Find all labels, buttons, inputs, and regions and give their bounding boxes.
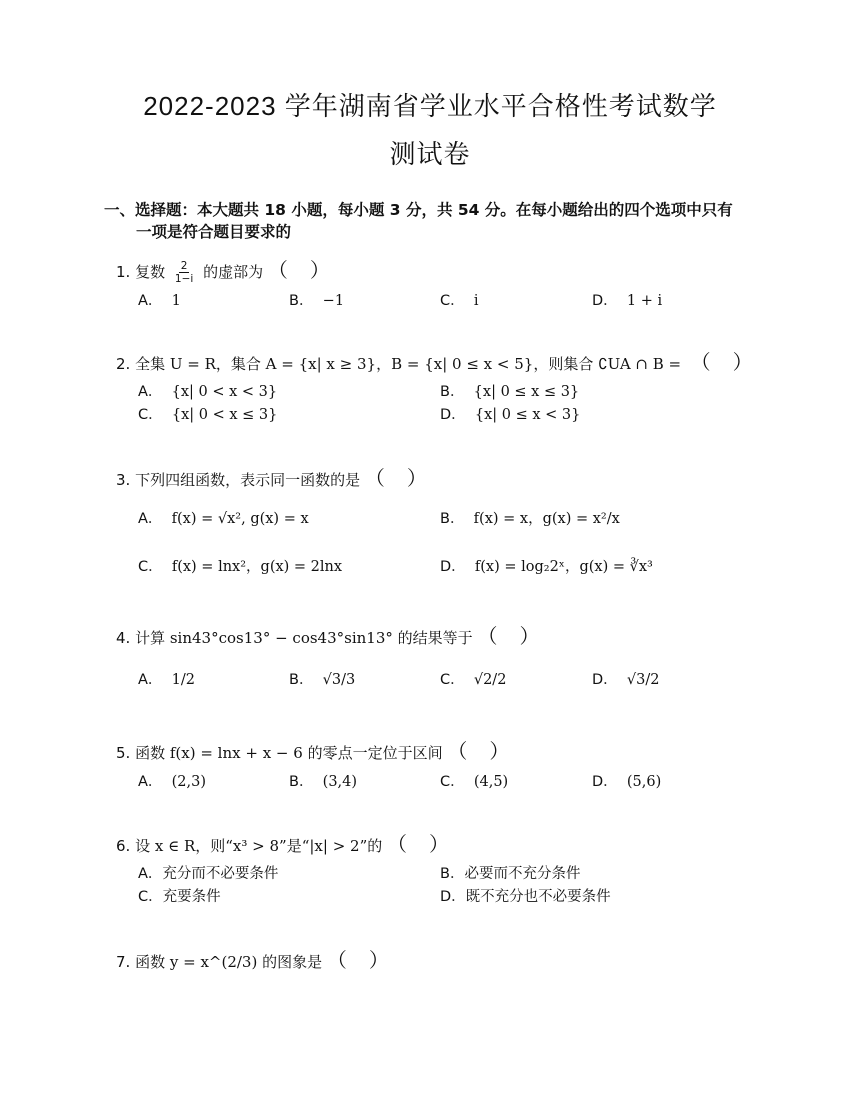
option-b[interactable]: B． (3,4) bbox=[289, 774, 358, 790]
question-number: 4. bbox=[116, 629, 131, 647]
question-number: 1. bbox=[116, 263, 131, 281]
answer-paren-right: ） bbox=[309, 258, 330, 282]
option-a[interactable]: A．充分而不必要条件 bbox=[138, 866, 279, 882]
question-number: 2. bbox=[116, 355, 131, 373]
option-a[interactable]: A． {x| 0 < x < 3} bbox=[138, 384, 278, 400]
answer-paren-right: ） bbox=[368, 948, 389, 972]
option-c[interactable]: C． (4,5) bbox=[440, 774, 509, 790]
answer-paren-left: （ bbox=[387, 832, 408, 856]
page-title: 2022-2023 学年湖南省学业水平合格性考试数学 bbox=[143, 91, 717, 121]
answer-paren-right: ） bbox=[406, 466, 427, 490]
question-text: 下列四组函数，表示同一函数的是 bbox=[135, 471, 361, 489]
option-c[interactable]: C． √2/2 bbox=[440, 672, 507, 688]
answer-paren-right: ） bbox=[429, 832, 450, 856]
option-b[interactable]: B． √3/3 bbox=[289, 672, 356, 688]
answer-paren-left: （ bbox=[447, 739, 468, 763]
question-text: 的虚部为 bbox=[203, 263, 264, 281]
question-6 bbox=[116, 828, 449, 857]
answer-paren-left: （ bbox=[326, 948, 347, 972]
option-c[interactable]: C． {x| 0 < x ≤ 3} bbox=[138, 407, 278, 423]
option-d[interactable]: D． {x| 0 ≤ x < 3} bbox=[440, 407, 581, 423]
option-d[interactable]: D．既不充分也不必要条件 bbox=[440, 889, 611, 905]
answer-paren-left: （ bbox=[477, 624, 498, 648]
answer-paren-left: （ bbox=[364, 466, 385, 490]
option-c[interactable]: C． i bbox=[440, 293, 479, 309]
question-number: 6. bbox=[116, 837, 131, 855]
question-5 bbox=[116, 735, 509, 764]
answer-paren-left: （ bbox=[690, 350, 711, 374]
option-c[interactable]: C．充要条件 bbox=[138, 889, 221, 905]
option-b[interactable]: B．必要而不充分条件 bbox=[440, 866, 581, 882]
page-title-line2: 测试卷 bbox=[389, 139, 471, 169]
option-a[interactable]: A． f(x) = √x², g(x) = x bbox=[138, 511, 309, 527]
fraction: $\frac{2}{1-i}$ bbox=[174, 260, 194, 285]
answer-paren-right: ） bbox=[519, 624, 540, 648]
question-3 bbox=[116, 462, 427, 491]
question-number: 5. bbox=[116, 744, 131, 762]
option-b[interactable]: B． {x| 0 ≤ x ≤ 3} bbox=[440, 384, 580, 400]
question-text: 复数 bbox=[135, 263, 166, 281]
answer-paren-right: ） bbox=[732, 350, 753, 374]
question-text: 函数 y = x^(2/3) 的图象是 bbox=[135, 953, 323, 971]
option-d[interactable]: D． √3/2 bbox=[592, 672, 660, 688]
section-heading: 一、选择题：本大题共 18 小题，每小题 3 分，共 54 分。在每小题给出的四个选项中只有 bbox=[104, 201, 733, 219]
answer-paren-left: （ bbox=[267, 258, 288, 282]
option-d[interactable]: D． (5,6) bbox=[592, 774, 662, 790]
option-a[interactable]: A． 1/2 bbox=[138, 672, 195, 688]
question-7 bbox=[116, 944, 389, 973]
option-b[interactable]: B． −1 bbox=[289, 293, 345, 309]
question-2 bbox=[116, 346, 753, 375]
question-text: 计算 sin43°cos13° − cos43°sin13° 的结果等于 bbox=[135, 629, 473, 647]
question-1 bbox=[116, 254, 330, 285]
question-4 bbox=[116, 620, 539, 649]
question-text: 全集 U = R，集合 A = {x| x ≥ 3}，B = {x| 0 ≤ x < 5}，则集合 ∁UA ∩ B = bbox=[135, 355, 682, 373]
option-a[interactable]: A． 1 bbox=[138, 293, 181, 309]
question-number: 7. bbox=[116, 953, 131, 971]
option-b[interactable]: B． f(x) = x，g(x) = x²/x bbox=[440, 511, 620, 527]
option-c[interactable]: C． f(x) = lnx²，g(x) = 2lnx bbox=[138, 559, 343, 575]
option-a[interactable]: A． (2,3) bbox=[138, 774, 207, 790]
option-d[interactable]: D． 1 + i bbox=[592, 293, 663, 309]
option-d[interactable]: D． f(x) = log₂2ˣ，g(x) = ∛x³ bbox=[440, 559, 653, 575]
section-heading-line2: 一项是符合题目要求的 bbox=[136, 223, 292, 241]
question-text: 设 x ∈ R，则“x³ > 8”是“|x| > 2”的 bbox=[135, 837, 383, 855]
answer-paren-right: ） bbox=[489, 739, 510, 763]
question-number: 3. bbox=[116, 471, 131, 489]
question-text: 函数 f(x) = lnx + x − 6 的零点一定位于区间 bbox=[135, 744, 443, 762]
